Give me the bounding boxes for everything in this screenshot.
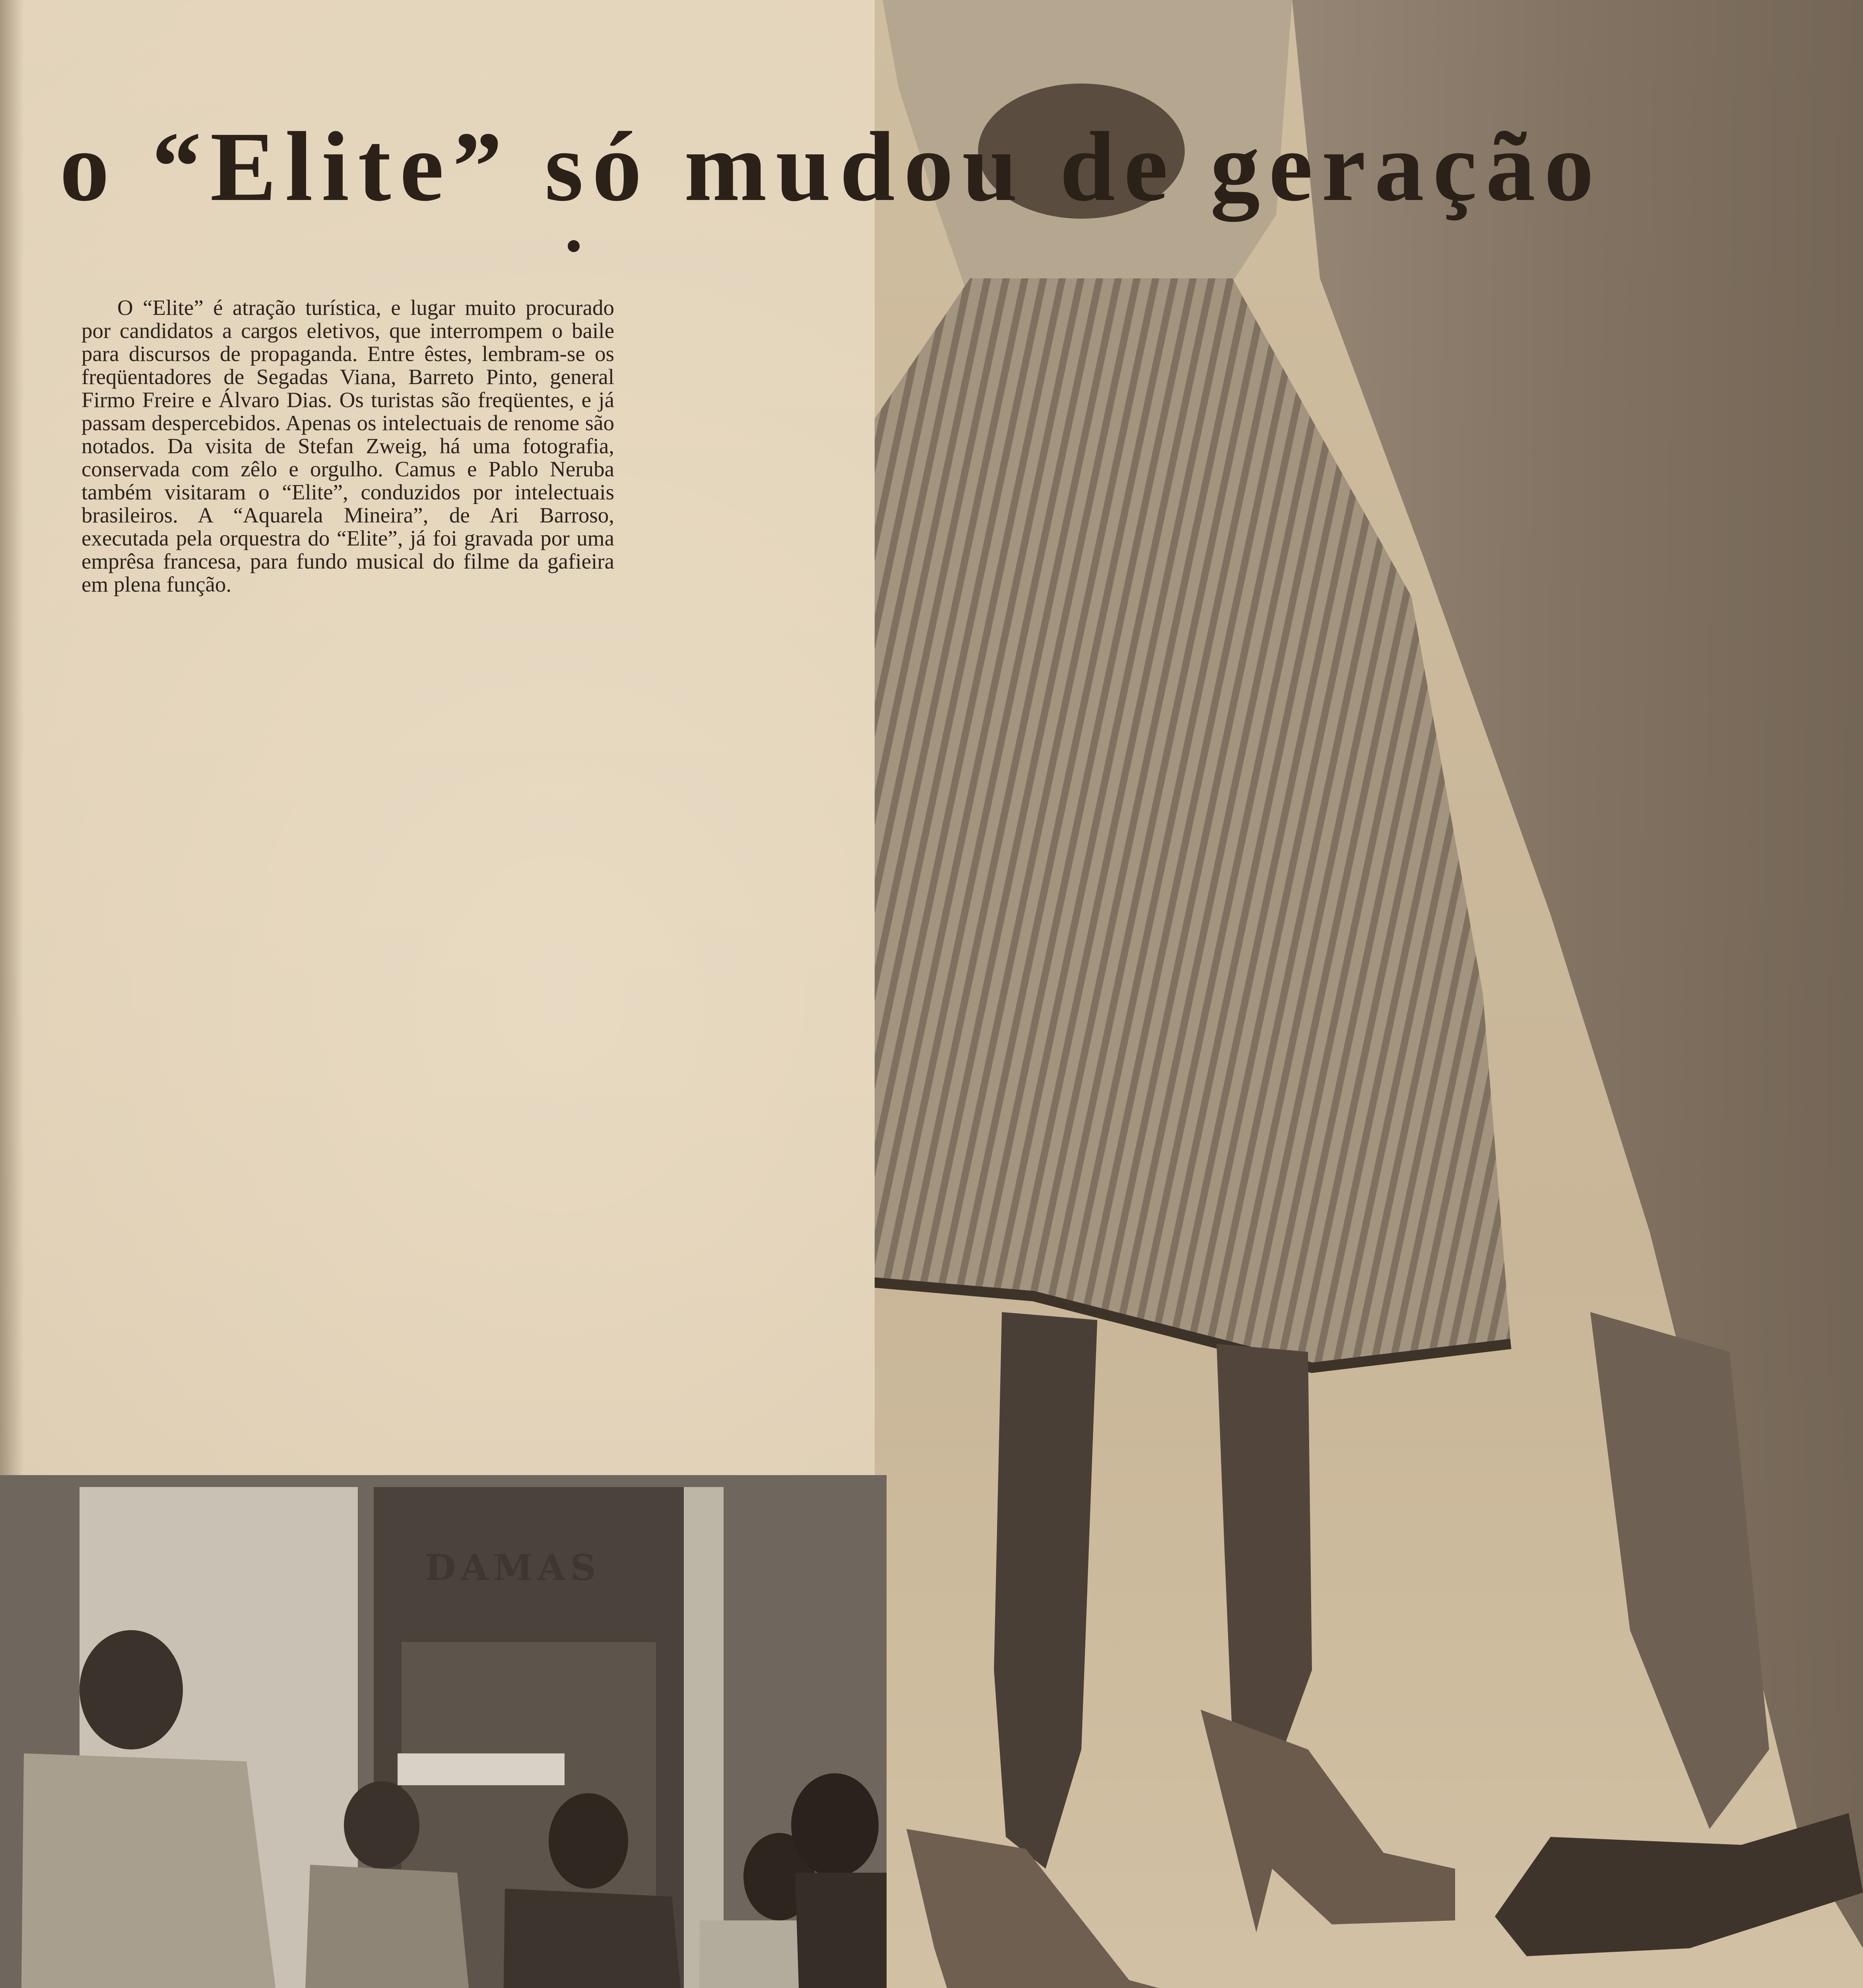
dance-photo-illustration <box>875 0 1863 1988</box>
door-sign-text: DAMAS <box>425 1547 601 1589</box>
toilette-photo <box>0 1475 887 1988</box>
dance-photo <box>875 0 1863 1988</box>
article-title: o “Elite” só mudou de geração <box>60 112 1603 222</box>
title-bullet-ornament <box>568 240 580 252</box>
article-body: O “Elite” é atração turística, e lugar muito procurado por candidatos a cargos eletivos, que interrompem o baile para discursos de propaganda. Entre êstes, lembram-se os freqüentadores de Segadas Viana, Barreto Pinto, general Firmo Freire e Álvaro Dias. Os turistas são freqüentes, e já passam despercebidos. Apenas os intelectuais de renome são notados. Da visita de Stefan Zweig, há uma fotografia, conservada com zêlo e orgulho. Camus e Pablo Neruba também visitaram o “Elite”, conduzidos por intelectuais brasileiros. A “Aquarela Mineira”, de Ari Barroso, executada pela orquestra do “Elite”, já foi gravada por uma emprêsa francesa, para fundo musical do filme da gafieira em plena função. <box>82 295 614 596</box>
